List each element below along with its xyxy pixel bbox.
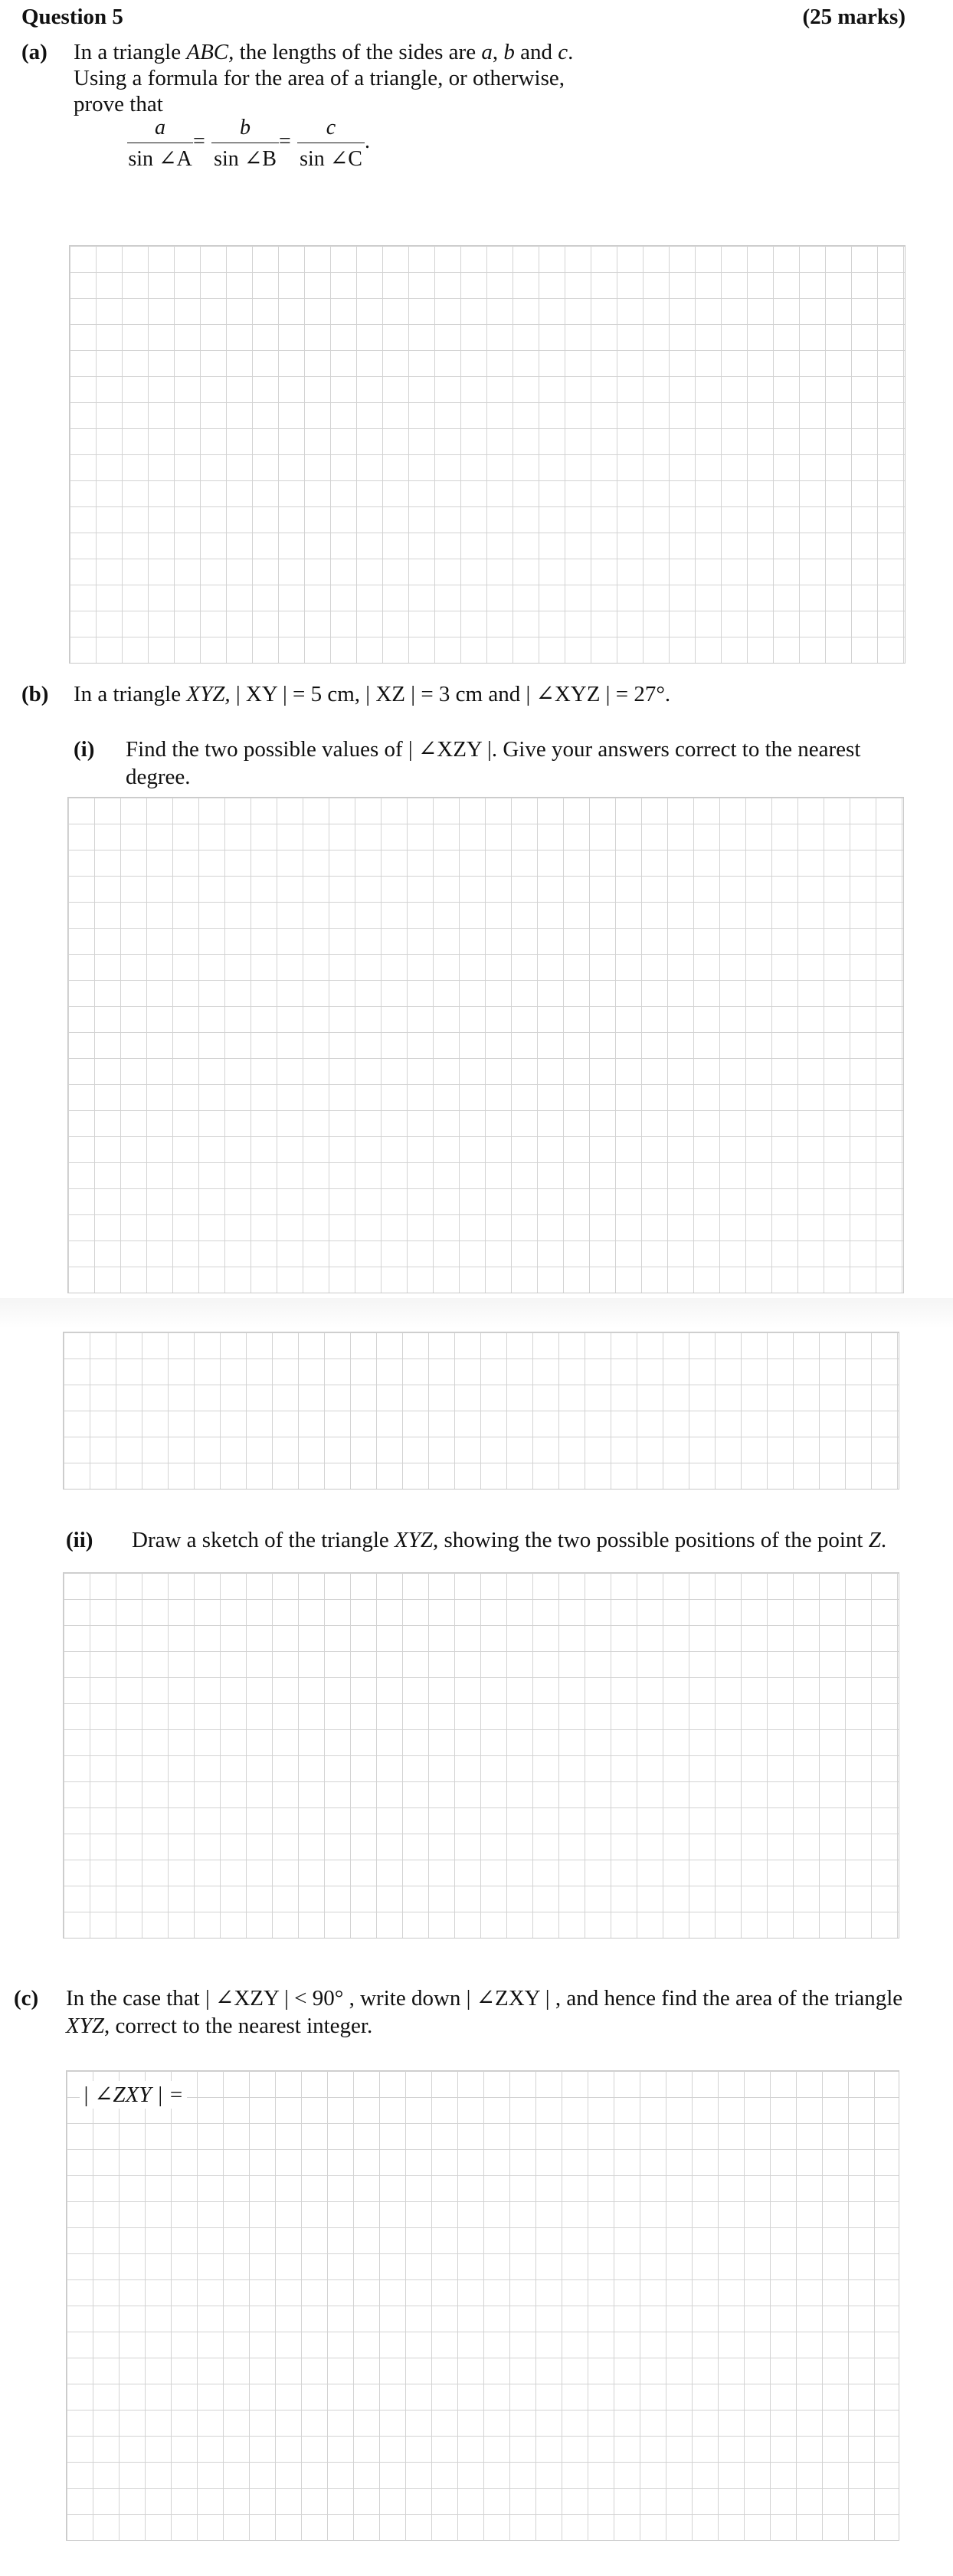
answer-label-angle-zxy: | ∠ZXY | = [80, 2081, 187, 2109]
fraction-c-denominator: sin ∠C [300, 147, 362, 171]
part-c-line2: XYZ, correct to the nearest integer. [66, 2014, 373, 2038]
part-b-stem: In a triangle XYZ, | XY | = 5 cm, | XZ | = 3 cm and | ∠XYZ | = 27°. [74, 682, 671, 706]
part-b-i-line1: Find the two possible values of | ∠XZY |. Give your answers correct to the nearest [126, 737, 861, 762]
part-c-label: (c) [14, 1986, 39, 2011]
equals-sign-1: = [193, 129, 205, 153]
fraction-b-numerator: b [240, 116, 251, 139]
answer-grid-part-c[interactable] [66, 2070, 899, 2541]
formula-period: . [365, 129, 370, 153]
part-b-ii-text: Draw a sketch of the triangle XYZ, showing the two possible positions of the point Z. [132, 1528, 887, 1552]
fraction-a-denominator: sin ∠A [128, 147, 192, 171]
question-title: Question 5 [21, 5, 123, 29]
fraction-a [127, 115, 193, 172]
fraction-b [211, 115, 279, 172]
part-b-label: (b) [21, 682, 49, 706]
part-a-line3: prove that [74, 92, 163, 116]
marks-label: (25 marks) [802, 5, 906, 29]
fraction-b-denominator: sin ∠B [214, 147, 277, 171]
part-b-i-line2: degree. [126, 765, 191, 789]
page-divider [0, 1298, 953, 1329]
answer-grid-part-a[interactable] [69, 245, 906, 664]
part-b-i-label: (i) [74, 737, 95, 762]
fraction-c-numerator: c [326, 116, 336, 139]
part-b-ii-label: (ii) [66, 1528, 93, 1552]
answer-grid-part-b-i-continued[interactable] [63, 1332, 899, 1490]
fraction-c [297, 115, 365, 172]
part-a-line2: Using a formula for the area of a triangle, or otherwise, [74, 66, 565, 90]
part-c-line1: In the case that | ∠XZY | < 90° , write down | ∠ZXY | , and hence find the area of the triangle [66, 1986, 903, 2011]
part-a-line1: In a triangle ABC, the lengths of the sides are a, b and c. [74, 40, 574, 64]
part-a-label: (a) [21, 40, 47, 64]
equals-sign-2: = [279, 129, 291, 153]
answer-grid-part-b-ii[interactable] [63, 1572, 899, 1939]
fraction-a-numerator: a [155, 116, 165, 139]
answer-grid-part-b-i[interactable] [67, 797, 904, 1293]
